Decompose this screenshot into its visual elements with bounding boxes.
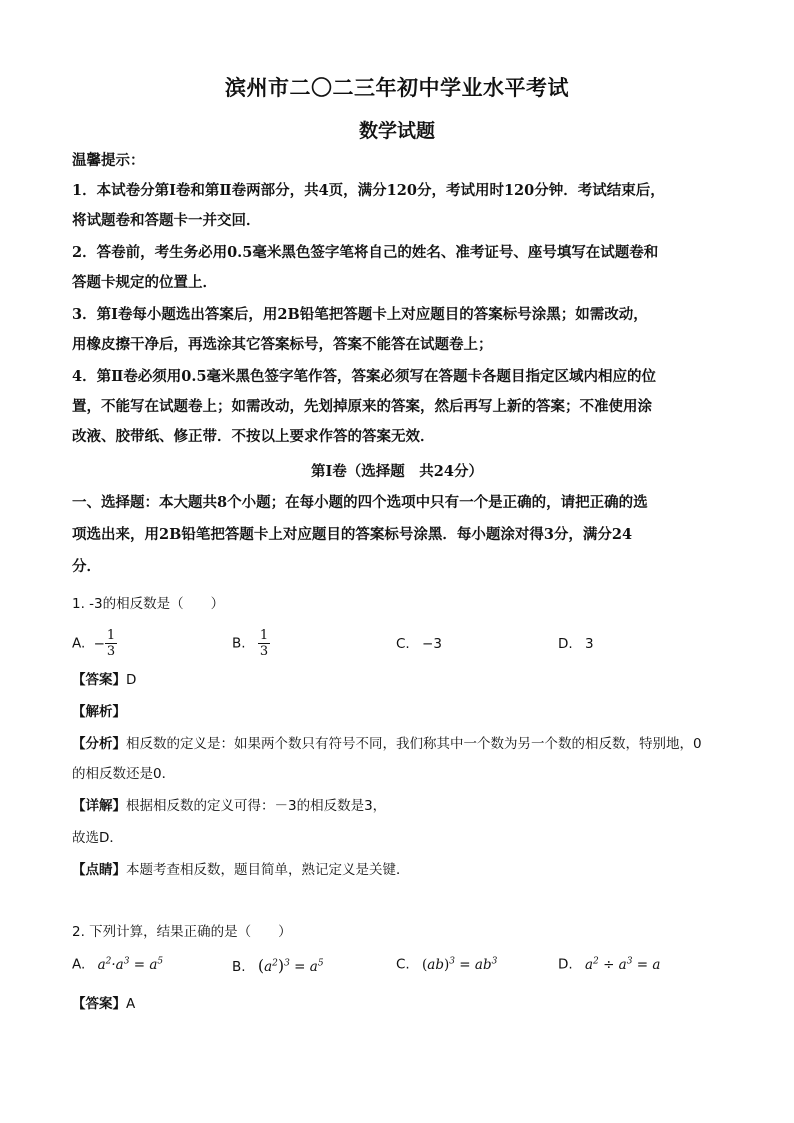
answer-value: D — [126, 672, 137, 688]
option-label: A. — [72, 956, 86, 973]
tip-line: 答题卡规定的位置上． — [72, 274, 217, 291]
exp: 3 — [284, 958, 290, 969]
option-label: D. — [558, 956, 573, 973]
q1-fenxi — [72, 732, 732, 756]
exp: 3 — [449, 956, 456, 966]
option-label: B. — [232, 959, 246, 975]
exp: 3 — [491, 956, 498, 966]
q1-xiangjie — [72, 794, 732, 818]
fenxi-text: 相反数的定义是：如果两个数只有符号不同，我们称其中一个数为另一个数的相反数，特别地，0 — [126, 736, 702, 752]
option-label: D. — [558, 636, 573, 652]
xiangjie-tag: 【详解】 — [72, 798, 126, 814]
q1-option-d — [558, 636, 594, 652]
exp: 5 — [157, 956, 164, 966]
section-instruction: 分． — [72, 558, 101, 575]
tip-line: 改液、胶带纸、修正带．不按以上要求作答的答案无效． — [72, 428, 435, 445]
q2-option-b — [232, 956, 324, 975]
xiangjie-text: 根据相反数的定义可得：－3的相反数是3， — [126, 798, 387, 814]
tip-line: 1．本试卷分第Ⅰ卷和第Ⅱ卷两部分，共4页，满分120分，考试用时120分钟．考试结束后， — [72, 182, 665, 199]
option-label: C. — [396, 636, 410, 652]
analysis-tag: 【解析】 — [72, 704, 126, 720]
option-label: A. — [72, 635, 86, 652]
exp: 3 — [123, 956, 130, 966]
answer-tag: 【答案】 — [72, 996, 126, 1012]
section-title: 第Ⅰ卷（选择题 共24分） — [311, 463, 483, 480]
page-subtitle: 数学试题 — [358, 120, 435, 142]
expression: $a^2 \div a^3 = a$ — [584, 956, 661, 973]
tip-line: 3．第Ⅰ卷每小题选出答案后，用2B铅笔把答题卡上对应题目的答案标号涂黑；如需改动， — [72, 306, 648, 323]
dianjing-tag: 【点睛】 — [72, 862, 126, 878]
q2-option-a — [72, 956, 163, 973]
expression: $(a^2)^3 = a^5$ — [257, 956, 324, 975]
q1-option-a — [72, 628, 117, 659]
option-label: C. — [396, 956, 410, 973]
exp: 2 — [105, 956, 112, 966]
tip-line: 2．答卷前，考生务必用0.5毫米黑色签字笔将自己的姓名、准考证号、座号填写在试题卷和 — [72, 244, 659, 261]
exp: 5 — [317, 958, 324, 969]
exp: 2 — [272, 958, 278, 969]
tip-line: 将试题卷和答题卡一并交回． — [72, 212, 261, 229]
exp: 2 — [593, 956, 599, 966]
answer-value: A — [126, 996, 136, 1012]
option-value: −3 — [422, 636, 442, 652]
option-label: B. — [232, 635, 246, 652]
q2-answer — [72, 992, 732, 1016]
q1-dianjing — [72, 858, 732, 882]
denominator: 3 — [106, 644, 116, 659]
exp: 3 — [626, 956, 633, 966]
dianjing-text: 本题考查相反数，题目简单，熟记定义是关键． — [126, 862, 410, 878]
numerator: 1 — [106, 628, 116, 643]
q1-analysis — [72, 700, 732, 724]
q1-stem: 1. -3的相反数是（ ） — [72, 596, 225, 612]
answer-tag: 【答案】 — [72, 672, 126, 688]
numerator: 1 — [259, 628, 269, 643]
q2-option-d — [558, 956, 660, 973]
denominator: 3 — [259, 644, 269, 659]
section-instruction: 项选出来，用2B铅笔把答题卡上对应题目的答案标号涂黑．每小题涂对得3分，满分24 — [72, 526, 633, 543]
option-value: 3 — [584, 636, 594, 652]
fraction — [258, 628, 270, 659]
q2-stem: 2. 下列计算，结果正确的是（ ） — [72, 924, 292, 940]
section-instruction: 一、选择题：本大题共8个小题；在每小题的四个选项中只有一个是正确的，请把正确的选 — [72, 494, 648, 511]
q1-conclusion: 故选D． — [72, 830, 123, 846]
q1-option-b — [232, 628, 270, 659]
fenxi-tag: 【分析】 — [72, 736, 126, 752]
minus-sign: − — [93, 635, 105, 652]
tips-heading: 温馨提示： — [72, 152, 145, 169]
tip-line: 用橡皮擦干净后，再选涂其它答案标号，答案不能答在试题卷上； — [72, 336, 493, 353]
q2-option-c — [396, 956, 497, 973]
q1-option-c — [396, 636, 442, 652]
expression: $a^2\cdot a^3 = a^5$ — [97, 956, 164, 973]
fraction — [105, 628, 117, 659]
tip-line: 4．第Ⅱ卷必须用0.5毫米黑色签字笔作答，答案必须写在答题卡各题目指定区域内相应的位 — [72, 368, 657, 385]
page-title: 滨州市二〇二三年初中学业水平考试 — [225, 75, 569, 100]
expression: $(ab)^3 = ab^3$ — [422, 956, 498, 973]
q1-fenxi-cont: 的相反数还是0． — [72, 766, 176, 782]
tip-line: 置，不能写在试题卷上；如需改动，先划掉原来的答案，然后再写上新的答案；不准使用涂 — [72, 398, 652, 415]
q1-answer — [72, 668, 732, 692]
